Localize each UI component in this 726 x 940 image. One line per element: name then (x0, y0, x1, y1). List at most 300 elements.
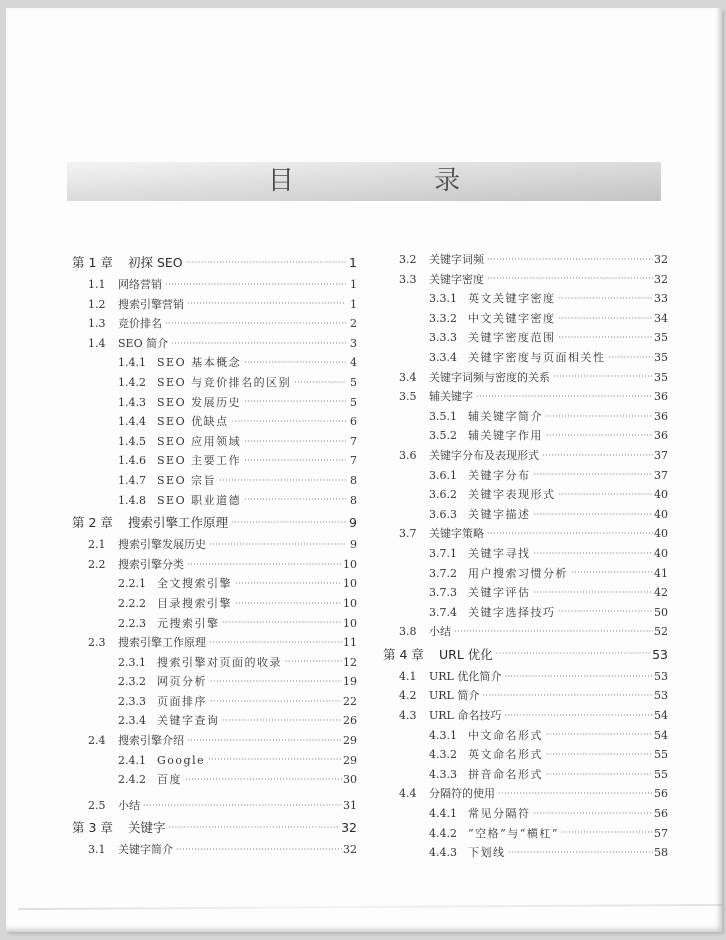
dot-leader (571, 568, 653, 578)
entry-number: 2.2.2 (118, 596, 146, 610)
toc-section-entry[interactable] (383, 686, 668, 706)
entry-page-number: 41 (654, 566, 668, 580)
dot-leader (534, 470, 654, 480)
entry-number: 1.4 (88, 336, 106, 350)
entry-title: 中文命名形式 (468, 728, 543, 742)
entry-number: 第 2 章 (72, 515, 113, 531)
entry-number: 3.6.2 (429, 488, 457, 502)
entry-page-number: 8 (350, 493, 357, 507)
entry-number: 3.7.4 (429, 605, 457, 619)
entry-page-number: 37 (654, 448, 668, 462)
entry-page-number: 35 (654, 370, 668, 384)
entry-number: 2.4 (88, 734, 106, 748)
dot-leader (509, 848, 654, 858)
toc-subsection-entry[interactable] (383, 485, 668, 505)
toc-subsection-entry[interactable] (72, 471, 357, 491)
entry-number: 1.1 (88, 278, 106, 291)
toc-subsection-entry[interactable] (383, 407, 668, 427)
entry-title: SEO 与竞价排名的区别 (157, 375, 292, 389)
toc-section-entry[interactable] (72, 275, 357, 295)
entry-title: 竞价排名 (118, 317, 162, 331)
entry-title: URL 命名技巧 (429, 709, 502, 723)
entry-page-number: 12 (343, 655, 357, 669)
toc-subsection-entry[interactable] (72, 770, 357, 790)
entry-page-number: 55 (654, 767, 668, 781)
entry-number: 1.3 (88, 317, 106, 331)
entry-number: 第 1 章 (72, 255, 113, 270)
entry-title: 关键字密度 (429, 272, 484, 286)
toc-subsection-entry[interactable] (383, 466, 668, 486)
dot-leader (504, 711, 653, 721)
entry-title: “空格”与“横杠” (468, 826, 559, 840)
toc-chapter-entry[interactable] (72, 815, 357, 840)
toc-subsection-entry[interactable] (72, 692, 357, 712)
dot-leader (553, 372, 653, 382)
entry-title: URL 简介 (429, 689, 480, 703)
entry-page-number: 55 (654, 748, 668, 762)
entry-number: 4.4.1 (429, 807, 457, 821)
toc-section-entry[interactable] (383, 368, 668, 388)
toc-subsection-entry[interactable] (72, 711, 357, 731)
entry-page-number: 30 (343, 773, 357, 787)
dot-leader (454, 627, 653, 637)
toc-subsection-entry[interactable] (383, 426, 668, 446)
entry-title: SEO 主要工作 (157, 454, 242, 468)
dot-leader (210, 677, 342, 687)
dot-leader (186, 258, 346, 268)
toc-subsection-entry[interactable] (72, 451, 357, 471)
dot-leader (171, 339, 346, 349)
entry-page-number: 36 (654, 390, 668, 404)
entry-page-number: 31 (343, 798, 357, 812)
toc-section-entry[interactable] (383, 270, 668, 290)
entry-number: 3.3.1 (429, 292, 457, 306)
entry-page-number: 36 (654, 409, 668, 423)
entry-page-number: 10 (343, 616, 357, 630)
entry-number: 3.4 (399, 370, 417, 384)
entry-title: SEO 基本概念 (157, 356, 242, 370)
dot-leader (546, 750, 653, 760)
entry-title: 关键字表现形式 (468, 488, 556, 502)
entry-page-number: 53 (654, 669, 668, 683)
toc-section-entry[interactable] (383, 667, 668, 687)
entry-title: 关键字密度范围 (468, 331, 556, 345)
entry-page-number: 3 (350, 336, 357, 350)
entry-number: 4.4.2 (429, 826, 457, 840)
entry-number: 4.1 (399, 669, 417, 683)
entry-number: 4.4.3 (429, 846, 457, 860)
entry-number: 2.3.3 (118, 694, 146, 708)
entry-page-number: 56 (654, 807, 668, 821)
toc-subsection-entry[interactable] (383, 726, 668, 746)
toc-subsection-entry[interactable] (383, 505, 668, 525)
entry-title: SEO 简介 (118, 336, 169, 350)
entry-number: 3.8 (399, 625, 417, 639)
dot-leader (209, 638, 342, 648)
entry-number: 3.2 (399, 253, 417, 266)
toc-subsection-entry[interactable] (72, 751, 357, 771)
entry-page-number: 26 (343, 714, 357, 728)
entry-page-number: 1 (350, 278, 357, 291)
toc-section-entry[interactable] (72, 555, 357, 575)
entry-number: 2.3 (88, 636, 106, 650)
entry-page-number: 1 (349, 255, 357, 270)
entry-title: 中文关键字密度 (468, 311, 556, 325)
entry-title: 关键字选择技巧 (468, 605, 556, 619)
entry-number: 2.3.1 (118, 655, 146, 669)
entry-number: 3.5.1 (429, 409, 457, 423)
toc-subsection-entry[interactable] (383, 804, 668, 824)
entry-title: 关键字词频与密度的关系 (429, 370, 550, 384)
toc-subsection-entry[interactable] (72, 653, 357, 673)
toc-subsection-entry[interactable] (72, 412, 357, 432)
entry-number: 4.2 (399, 689, 417, 703)
entry-number: 3.3 (399, 272, 417, 286)
entry-page-number: 40 (654, 488, 668, 502)
entry-page-number: 29 (343, 734, 357, 748)
entry-number: 1.4.6 (118, 454, 146, 468)
dot-leader (534, 809, 654, 819)
dot-leader (231, 518, 346, 528)
entry-title: 辅关键字简介 (468, 409, 543, 423)
entry-number: 3.6 (399, 448, 417, 462)
entry-page-number: 11 (343, 636, 357, 650)
entry-number: 2.2 (88, 557, 106, 571)
dot-leader (559, 314, 654, 324)
entry-page-number: 37 (654, 468, 668, 482)
entry-page-number: 34 (654, 311, 668, 325)
dot-leader (232, 417, 346, 427)
toc-subsection-entry[interactable] (383, 328, 668, 348)
dot-leader (559, 333, 654, 343)
entry-title: Google (157, 753, 206, 767)
dot-leader (294, 378, 346, 388)
entry-page-number: 36 (654, 429, 668, 443)
toc-section-entry[interactable] (72, 840, 357, 860)
dot-leader (244, 397, 346, 407)
entry-number: 3.5 (399, 390, 417, 404)
entry-page-number: 32 (654, 253, 668, 266)
entry-title: 拼音命名形式 (468, 767, 543, 781)
entry-page-number: 1 (350, 297, 357, 311)
dot-leader (187, 736, 342, 746)
entry-title: 小结 (118, 798, 140, 812)
entry-page-number: 54 (654, 728, 668, 742)
toc-subsection-entry[interactable] (72, 432, 357, 452)
entry-page-number: 35 (654, 331, 668, 345)
entry-number: 3.7.3 (429, 586, 457, 600)
toc-title: 目 录 (267, 166, 527, 196)
toc-subsection-entry[interactable] (72, 614, 357, 634)
entry-title: 元搜索引擎 (157, 616, 220, 630)
entry-number: 2.3.2 (118, 675, 146, 689)
dot-leader (487, 255, 653, 265)
dot-leader (223, 716, 343, 726)
entry-number: 2.2.1 (118, 577, 146, 591)
toc-section-entry[interactable] (72, 295, 357, 315)
entry-title: URL 优化 (439, 646, 493, 662)
entry-page-number: 53 (654, 689, 668, 703)
dot-leader (209, 540, 346, 550)
entry-title: SEO 优缺点 (157, 415, 229, 429)
entry-number: 1.4.3 (118, 395, 146, 409)
toc-column-left (72, 250, 357, 860)
toc-section-entry[interactable] (72, 334, 357, 354)
entry-number: 第 3 章 (72, 820, 113, 836)
toc-subsection-entry[interactable] (72, 672, 357, 692)
entry-title: 网页分析 (157, 675, 207, 689)
dot-leader (223, 618, 343, 628)
toc-subsection-entry[interactable] (383, 583, 668, 603)
entry-number: 4.3 (399, 709, 417, 723)
entry-page-number: 10 (343, 557, 357, 571)
entry-number: 2.4.2 (118, 773, 146, 787)
entry-page-number: 40 (654, 507, 668, 521)
entry-title: 用户搜索习惯分析 (468, 566, 568, 580)
entry-page-number: 58 (654, 846, 668, 860)
dot-leader (546, 431, 653, 441)
entry-number: 1.4.7 (118, 473, 146, 487)
dot-leader (487, 274, 653, 284)
dot-leader (542, 451, 653, 461)
toc-subsection-entry[interactable] (383, 564, 668, 584)
dot-leader (165, 280, 346, 290)
entry-number: 第 4 章 (383, 646, 424, 662)
entry-number: 3.6.3 (429, 507, 457, 521)
dot-leader (235, 579, 342, 589)
dot-leader (487, 529, 653, 539)
toc-section-entry[interactable] (72, 633, 357, 653)
toc-subsection-entry[interactable] (72, 491, 357, 511)
toc-section-entry[interactable] (72, 535, 357, 555)
dot-leader (534, 510, 654, 520)
entry-number: 2.4.1 (118, 753, 146, 767)
toc-subsection-entry[interactable] (72, 373, 357, 393)
dot-leader (208, 755, 342, 765)
entry-number: 3.3.2 (429, 311, 457, 325)
toc-section-entry[interactable] (72, 731, 357, 751)
entry-page-number: 6 (350, 415, 357, 429)
entry-title: 百度 (157, 773, 182, 787)
entry-page-number: 35 (654, 350, 668, 364)
entry-page-number: 9 (350, 538, 357, 552)
dot-leader (504, 672, 653, 682)
entry-page-number: 7 (350, 434, 357, 448)
entry-page-number: 5 (350, 375, 357, 389)
toc-subsection-entry[interactable] (383, 824, 668, 844)
dot-leader (534, 588, 654, 598)
toc-section-entry[interactable] (72, 314, 357, 334)
entry-page-number: 32 (343, 843, 357, 857)
dot-leader (219, 476, 346, 486)
entry-number: 1.4.1 (118, 356, 146, 370)
entry-number: 1.4.5 (118, 434, 146, 448)
entry-title: 关键字词频 (429, 253, 484, 266)
entry-title: 搜索引擎工作原理 (128, 515, 229, 531)
toc-section-entry[interactable] (383, 446, 668, 466)
entry-title: 目录搜索引擎 (157, 596, 232, 610)
dot-leader (285, 657, 342, 667)
toc-subsection-entry[interactable] (72, 594, 357, 614)
entry-number: 1.4.2 (118, 375, 146, 389)
toc-section-entry[interactable] (383, 706, 668, 726)
entry-title: 下划线 (468, 846, 506, 860)
dot-leader (482, 691, 653, 701)
entry-number: 3.1 (88, 843, 106, 857)
entry-title: 辅关键字作用 (468, 429, 543, 443)
toc-chapter-entry[interactable] (72, 250, 357, 275)
toc-subsection-entry[interactable] (383, 348, 668, 368)
entry-number: 4.4 (399, 787, 417, 801)
entry-title: 辅关键字 (429, 390, 473, 404)
entry-number: 3.6.1 (429, 468, 457, 482)
dot-leader (176, 845, 342, 855)
entry-page-number: 29 (343, 753, 357, 767)
entry-title: 英文命名形式 (468, 748, 543, 762)
entry-title: 分隔符的使用 (429, 787, 495, 801)
entry-title: 全文搜索引擎 (157, 577, 232, 591)
entry-page-number: 40 (654, 546, 668, 560)
dot-leader (244, 358, 346, 368)
dot-leader (244, 456, 346, 466)
toc-section-entry[interactable] (383, 387, 668, 407)
entry-title: 搜索引擎工作原理 (118, 636, 206, 650)
entry-number: 3.3.3 (429, 331, 457, 345)
entry-title: 关键字描述 (468, 507, 531, 521)
dot-leader (559, 294, 654, 304)
entry-title: 搜索引擎营销 (118, 297, 184, 311)
toc-section-entry[interactable] (383, 784, 668, 804)
toc-chapter-entry[interactable] (383, 642, 668, 667)
entry-title: 常见分隔符 (468, 807, 531, 821)
dot-leader (185, 775, 342, 785)
entry-page-number: 8 (350, 473, 357, 487)
toc-section-entry[interactable] (383, 250, 668, 270)
entry-page-number: 53 (652, 646, 668, 662)
entry-page-number: 33 (654, 292, 668, 306)
toc-subsection-entry[interactable] (72, 574, 357, 594)
entry-page-number: 10 (343, 596, 357, 610)
entry-number: 1.4.4 (118, 415, 146, 429)
dot-leader (244, 495, 346, 505)
entry-title: 页面排序 (157, 694, 207, 708)
dot-leader (235, 599, 342, 609)
toc-subsection-entry[interactable] (383, 603, 668, 623)
dot-leader (562, 828, 653, 838)
entry-page-number: 50 (654, 605, 668, 619)
entry-number: 2.3.4 (118, 714, 146, 728)
toc-section-entry[interactable] (383, 622, 668, 642)
toc-subsection-entry[interactable] (383, 765, 668, 785)
entry-page-number: 10 (343, 577, 357, 591)
entry-title: 关键字查询 (157, 714, 220, 728)
toc-header-banner (67, 162, 661, 201)
entry-title: 关键字寻找 (468, 546, 531, 560)
entry-number: 4.3.3 (429, 767, 457, 781)
entry-number: 3.7.1 (429, 546, 457, 560)
toc-section-entry[interactable] (72, 796, 357, 816)
entry-page-number: 57 (654, 826, 668, 840)
dot-leader (210, 697, 342, 707)
dot-leader (143, 801, 342, 811)
entry-page-number: 42 (654, 586, 668, 600)
entry-title: SEO 宗旨 (157, 473, 217, 487)
entry-number: 3.3.4 (429, 350, 457, 364)
entry-number: 2.5 (88, 798, 106, 812)
dot-leader (609, 353, 654, 363)
toc-subsection-entry[interactable] (383, 309, 668, 329)
toc-subsection-entry[interactable] (383, 289, 668, 309)
entry-page-number: 4 (350, 356, 357, 370)
toc-subsection-entry[interactable] (383, 843, 668, 863)
toc-subsection-entry[interactable] (72, 353, 357, 373)
entry-title: 初探 SEO (128, 255, 183, 270)
dot-leader (546, 770, 653, 780)
entry-page-number: 2 (350, 317, 357, 331)
dot-leader (534, 549, 654, 559)
entry-number: 3.7.2 (429, 566, 457, 580)
toc-subsection-entry[interactable] (383, 544, 668, 564)
entry-title: 英文关键字密度 (468, 292, 556, 306)
entry-title: SEO 发展历史 (157, 395, 242, 409)
entry-page-number: 54 (654, 709, 668, 723)
entry-number: 4.3.2 (429, 748, 457, 762)
entry-title: 关键字简介 (118, 843, 173, 857)
entry-number: 2.1 (88, 538, 106, 552)
dot-leader (559, 490, 654, 500)
dot-leader (244, 437, 346, 447)
dot-leader (559, 607, 654, 617)
entry-page-number: 32 (654, 272, 668, 286)
entry-page-number: 5 (350, 395, 357, 409)
entry-title: 关键字 (128, 820, 166, 836)
entry-page-number: 9 (349, 515, 357, 531)
page-edge-line (18, 904, 722, 910)
dot-leader (546, 412, 653, 422)
entry-title: 网络营销 (118, 278, 162, 291)
entry-number: 1.2 (88, 297, 106, 311)
entry-page-number: 22 (343, 694, 357, 708)
entry-number: 3.5.2 (429, 429, 457, 443)
dot-leader (187, 299, 346, 309)
entry-number: 3.7 (399, 527, 417, 541)
entry-page-number: 52 (654, 625, 668, 639)
toc-subsection-entry[interactable] (72, 393, 357, 413)
entry-page-number: 56 (654, 787, 668, 801)
entry-page-number: 32 (341, 820, 357, 836)
entry-page-number: 19 (343, 675, 357, 689)
entry-number: 1.4.8 (118, 493, 146, 507)
toc-column-right (383, 250, 668, 863)
entry-title: 小结 (429, 625, 451, 639)
dot-leader (165, 319, 346, 329)
entry-number: 4.3.1 (429, 728, 457, 742)
dot-leader (498, 789, 653, 799)
toc-subsection-entry[interactable] (383, 745, 668, 765)
dot-leader (546, 730, 653, 740)
entry-title: URL 优化简介 (429, 669, 502, 683)
entry-title: SEO 应用领域 (157, 434, 242, 448)
entry-title: SEO 职业道德 (157, 493, 242, 507)
dot-leader (187, 560, 342, 570)
entry-title: 搜索引擎发展历史 (118, 538, 206, 552)
entry-title: 关键字分布 (468, 468, 531, 482)
toc-section-entry[interactable] (383, 524, 668, 544)
entry-title: 搜索引擎介绍 (118, 734, 184, 748)
entry-page-number: 40 (654, 527, 668, 541)
toc-chapter-entry[interactable] (72, 510, 357, 535)
entry-title: 搜索引擎分类 (118, 557, 184, 571)
